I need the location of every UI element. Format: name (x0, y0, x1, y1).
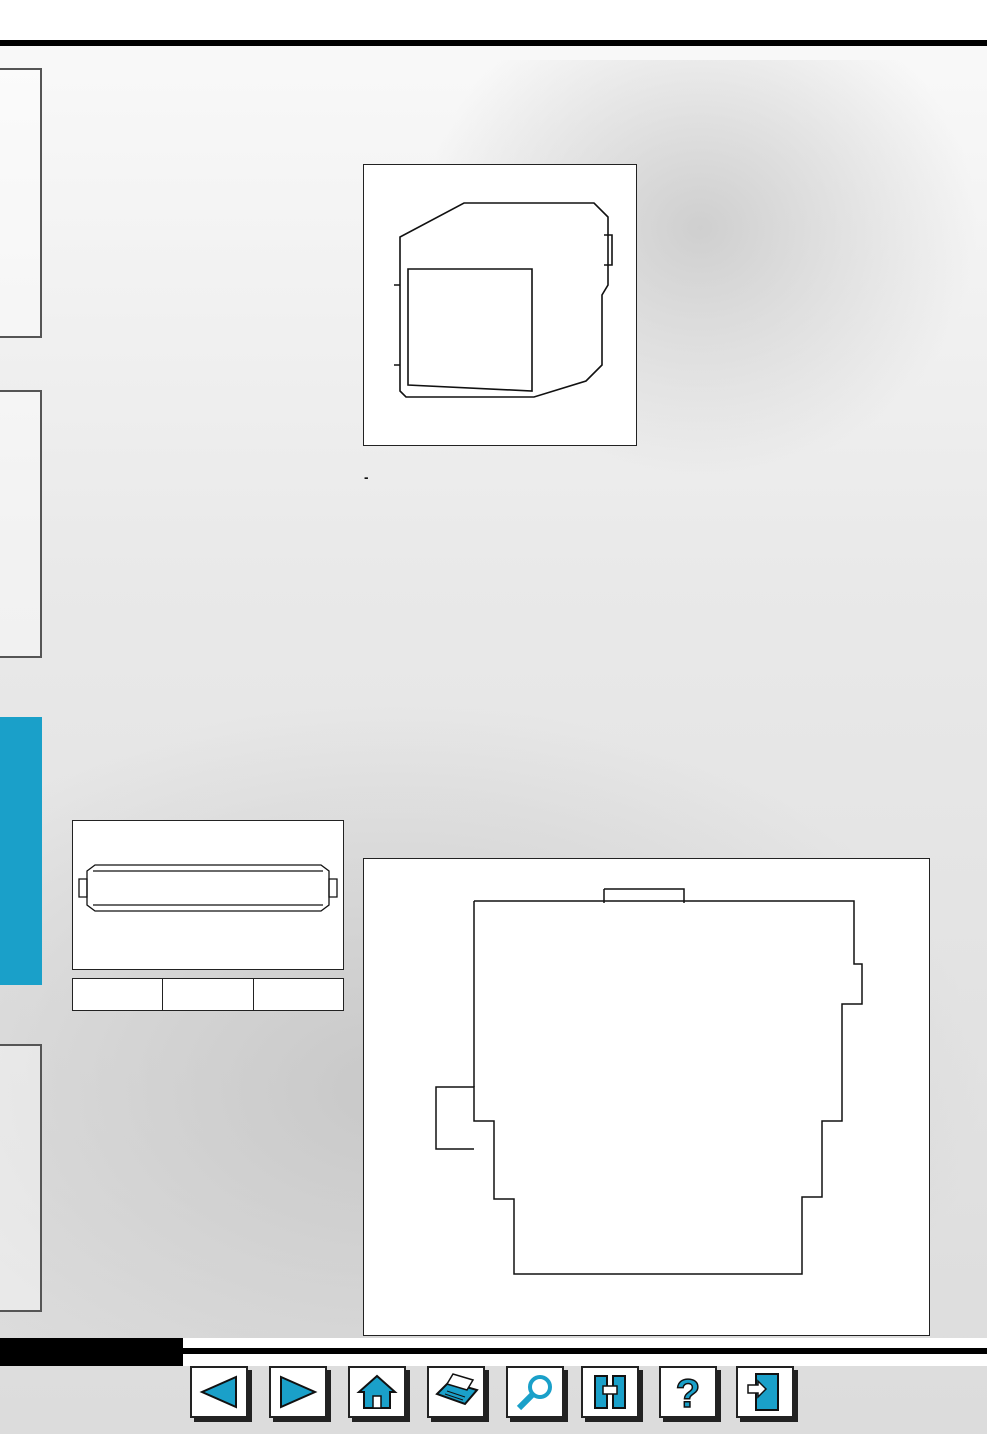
station-figure (363, 858, 930, 1336)
home-icon (356, 1372, 398, 1412)
contents-button[interactable] (581, 1366, 639, 1418)
search-button[interactable] (506, 1366, 564, 1418)
th-couleur (73, 979, 163, 1011)
footer-rule (183, 1348, 987, 1354)
next-icon (277, 1374, 319, 1410)
help-button[interactable] (659, 1366, 717, 1418)
print-button[interactable] (427, 1366, 485, 1418)
tab-mecanique[interactable] (0, 390, 42, 658)
exit-icon (744, 1371, 786, 1413)
contents-icon (589, 1372, 631, 1412)
next-button[interactable] (269, 1366, 327, 1418)
th-vers-cablage (253, 979, 343, 1011)
home-button[interactable] (348, 1366, 406, 1418)
prev-button[interactable] (190, 1366, 248, 1418)
help-icon (667, 1371, 709, 1413)
th-du-cablage (163, 979, 253, 1011)
exit-button[interactable] (736, 1366, 794, 1418)
connector-figure (72, 820, 344, 970)
tab-equipement-electrique[interactable] (0, 717, 42, 985)
column-1 (72, 66, 344, 82)
svg-text:?: ? (675, 1372, 701, 1413)
top-bar (0, 0, 987, 40)
fusebox-figure (363, 164, 637, 446)
print-icon (433, 1372, 479, 1412)
column-2-lower (364, 470, 636, 478)
connector-table (72, 978, 344, 1011)
column-3 (656, 68, 928, 84)
column-1-bottom (72, 1135, 344, 1141)
tab-generalites[interactable] (0, 68, 42, 338)
page-number (0, 1338, 183, 1366)
tab-carrosserie[interactable] (0, 1044, 42, 1312)
prev-icon (198, 1374, 240, 1410)
header-rule (0, 40, 987, 46)
search-icon (514, 1372, 556, 1412)
